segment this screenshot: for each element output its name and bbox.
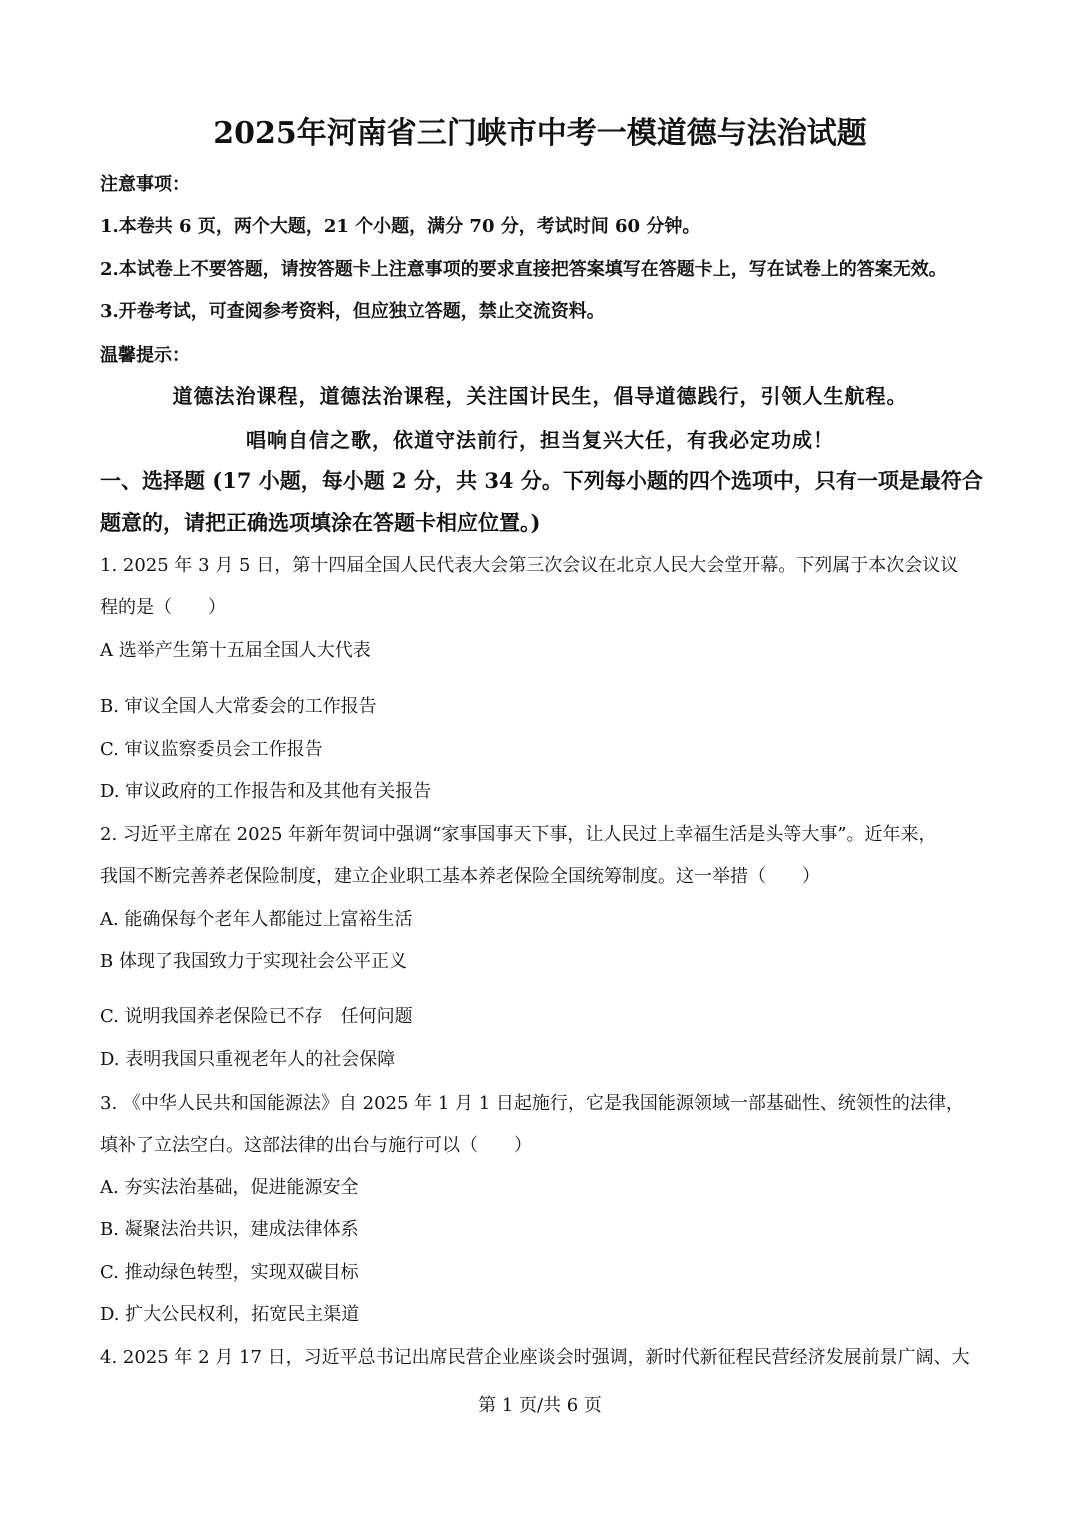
question-stem-cont: 填补了立法空白。这部法律的出台与施行可以（ ） [100,1135,532,1156]
option-d: D. 审议政府的工作报告和及其他有关报告 [100,781,432,802]
page-title: 2025年河南省三门峡市中考一模道德与法治试题 [213,116,867,151]
tips-line: 道德法治课程，道德法治课程，关注国计民生，倡导道德践行，引领人生航程。 [172,384,908,408]
notice-item: 2.本试卷上不要答题，请按答题卡上注意事项的要求直接把答案填写在答题卡上，写在试卷上的答案无效。 [100,259,947,280]
option-c: C. 说明我国养老保险已不存 任何问题 [100,1006,413,1027]
notice-heading: 注意事项： [100,174,190,195]
tips-heading: 温馨提示： [100,345,190,366]
notice-item: 3.开卷考试，可查阅参考资料，但应独立答题，禁止交流资料。 [100,301,605,322]
question-stem: 4. 2025 年 2 月 17 日，习近平总书记出席民营企业座谈会时强调，新时代新征程民营经济发展前景广阔、大 [100,1347,970,1368]
question-stem: 1. 2025 年 3 月 5 日，第十四届全国人民代表大会第三次会议在北京人民大会堂开幕。下列属于本次会议议 [100,555,959,576]
question-stem: 3. 《中华人民共和国能源法》自 2025 年 1 月 1 日起施行，它是我国能源领域一部基础性、统领性的法律， [100,1093,964,1114]
option-b: B. 审议全国人大常委会的工作报告 [100,696,377,717]
option-b: B. 凝聚法治共识，建成法律体系 [100,1219,359,1240]
page-number: 第 1 页/共 6 页 [478,1395,602,1416]
option-c: C. 推动绿色转型，实现双碳目标 [100,1262,359,1283]
question-stem-cont: 我国不断完善养老保险制度，建立企业职工基本养老保险全国统筹制度。这一举措（ ） [100,866,820,887]
tips-line: 唱响自信之歌，依道守法前行，担当复兴大任，有我必定功成！ [246,428,834,452]
question-stem-cont: 程的是（ ） [100,597,226,618]
section-heading: 一、选择题 (17 小题，每小题 2 分，共 34 分。下列每小题的四个选项中，只有一项是最符合 [100,468,983,493]
section-heading-cont: 题意的，请把正确选项填涂在答题卡相应位置。) [100,510,541,535]
option-d: D. 表明我国只重视老年人的社会保障 [100,1049,396,1070]
option-b: B 体现了我国致力于实现社会公平正义 [100,951,407,972]
option-c: C. 审议监察委员会工作报告 [100,739,323,760]
option-a: A. 夯实法治基础，促进能源安全 [100,1177,359,1198]
option-a: A. 能确保每个老年人都能过上富裕生活 [100,909,413,930]
question-stem: 2. 习近平主席在 2025 年新年贺词中强调“家事国事天下事，让人民过上幸福生活是头等大事”。近年来， [100,824,937,845]
notice-item: 1.本卷共 6 页，两个大题，21 个小题，满分 70 分，考试时间 60 分钟。 [100,216,701,237]
option-a: A 选举产生第十五届全国人大代表 [100,640,371,661]
option-d: D. 扩大公民权利，拓宽民主渠道 [100,1304,360,1325]
